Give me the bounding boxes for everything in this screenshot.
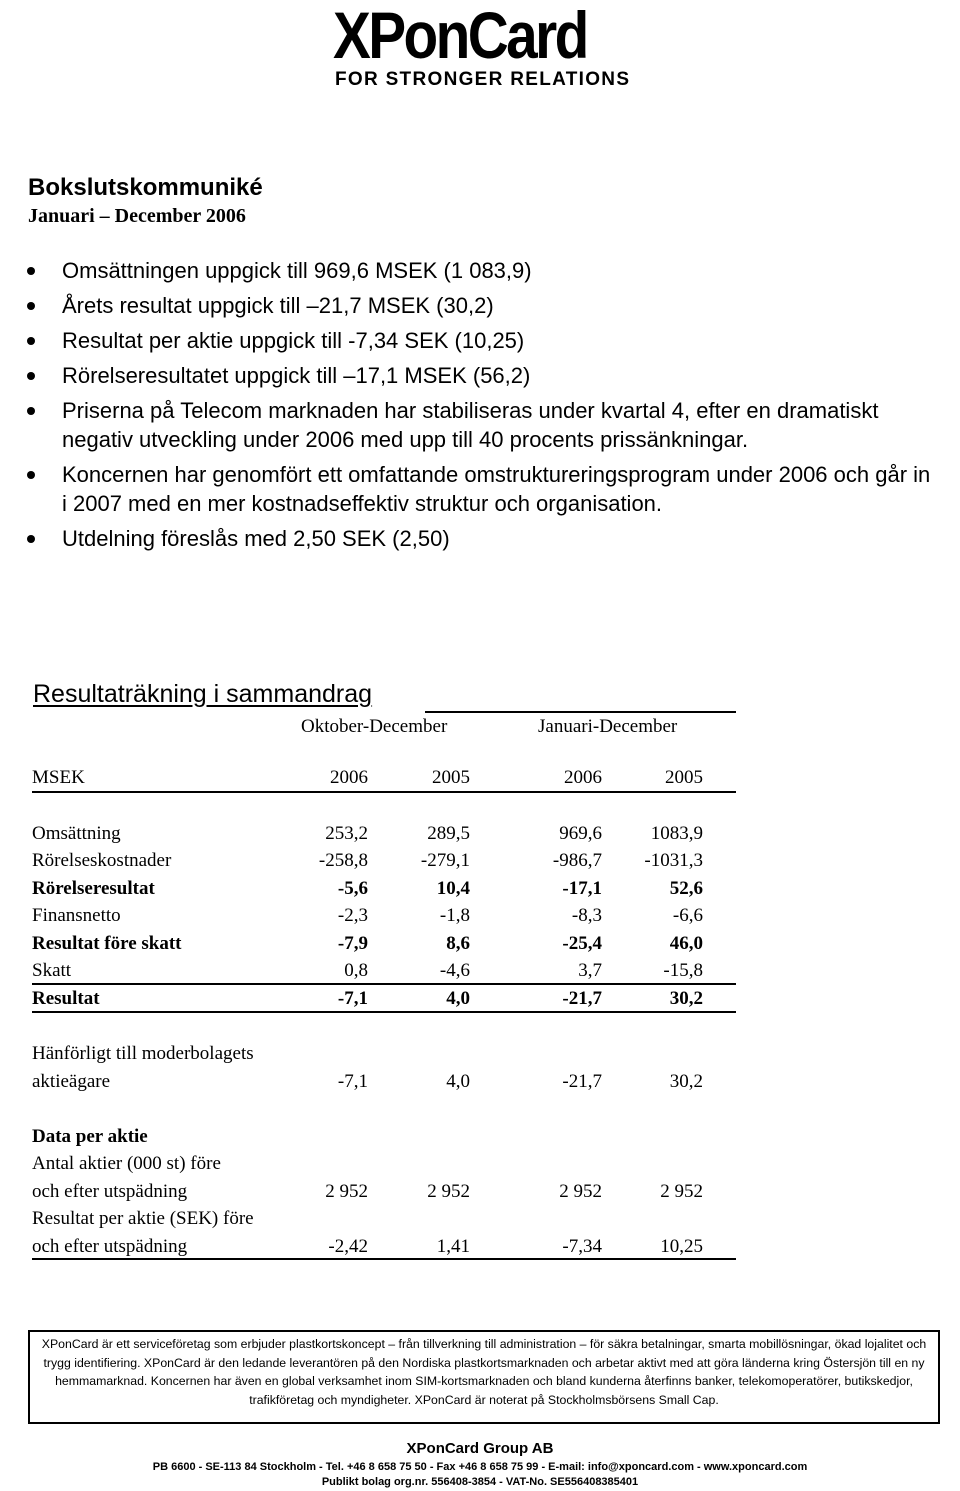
company-name: XPonCard Group AB [406, 1440, 554, 1457]
cell-value: -8,3 [571, 905, 602, 926]
attributable-label-row [32, 1043, 736, 1069]
heading-rule [425, 711, 736, 713]
period-year-label: Januari-December [538, 716, 678, 737]
cell-value: 10,4 [436, 878, 470, 899]
row-label: Resultat [32, 988, 100, 1009]
column-year: 2005 [665, 767, 703, 788]
logo-tagline: FOR STRONGER RELATIONS [335, 69, 631, 90]
highlight-item [0, 326, 960, 355]
cell-value: -1031,3 [644, 850, 703, 871]
cell-value: 969,6 [559, 823, 602, 844]
highlight-text: Omsättningen uppgick till 969,6 MSEK (1 083,9) [62, 258, 532, 283]
cell-value: 0,8 [344, 960, 368, 981]
cell-value: 46,0 [669, 933, 703, 954]
cell-value: -7,34 [562, 1236, 602, 1257]
subtotal-rule [32, 983, 736, 985]
cell-value: -7,1 [337, 988, 368, 1009]
contact-info [0, 1460, 960, 1490]
cell-value: 4,0 [446, 988, 470, 1009]
cell-value: 30,2 [669, 988, 703, 1009]
row-label: Resultat per aktie (SEK) före [32, 1208, 254, 1229]
highlight-item [0, 291, 960, 320]
highlight-item [0, 256, 960, 285]
cell-value: -21,7 [562, 1071, 602, 1092]
row-label: Hänförligt till moderbolagets [32, 1043, 254, 1064]
row-label: Antal aktier (000 st) före [32, 1153, 221, 1174]
column-year: 2006 [330, 767, 368, 788]
highlight-text: Resultat per aktie uppgick till -7,34 SEK (10,25) [62, 328, 525, 353]
table-row [32, 878, 736, 904]
table-row [32, 850, 736, 876]
table-row [32, 823, 736, 849]
column-year: 2006 [564, 767, 602, 788]
logo-wordmark: XPonCard [333, 0, 587, 72]
bullet-icon [27, 471, 35, 479]
cell-value: 2 952 [559, 1181, 602, 1202]
cell-value: -258,8 [318, 850, 368, 871]
table-bottom-rule [32, 1258, 736, 1260]
shares-label-row [32, 1153, 736, 1179]
company-description-box: XPonCard är ett serviceföretag som erbjuder plastkortskoncept – från tillverkning till administration – för säkra betalningar, smarta mobillösningar, ökad lojalitet och trygg identifiering. XPonCard är den ledande leverantören på den Nordiska plastkortsmarknaden och arbetar aktivt med att göra länderna kring Östersjön till en ny hemmamarknad. Koncernen har även en global verksamhet inom SIM-kortsmarknaden och bland kunderna återfinns banker, telekomoperatörer, butikskedjor, trafikföretag och myndigheter. XPonCard är noterat på Stockholmsbörsens Small Cap. [28, 1330, 940, 1424]
highlight-item [0, 460, 960, 518]
row-label: och efter utspädning [32, 1181, 188, 1202]
cell-value: 253,2 [325, 823, 368, 844]
table-row [32, 1181, 736, 1207]
row-label: Finansnetto [32, 905, 121, 926]
cell-value: 10,25 [660, 1236, 703, 1257]
per-share-heading: Data per aktie [32, 1126, 148, 1147]
cell-value: -7,9 [337, 933, 368, 954]
unit-label: MSEK [32, 767, 85, 788]
contact-line: PB 6600 - SE-113 84 Stockholm - Tel. +46 8 658 75 50 - Fax +46 8 658 75 99 - E-mail: info@xponcard.com - www.xponcard.com [152, 1461, 808, 1473]
cell-value: 289,5 [427, 823, 470, 844]
row-label: Rörelseresultat [32, 878, 155, 899]
cell-value: -1,8 [439, 905, 470, 926]
cell-value: 1,41 [436, 1236, 470, 1257]
document-subtitle: Januari – December 2006 [28, 205, 246, 227]
row-label: och efter utspädning [32, 1236, 188, 1257]
cell-value: 2 952 [427, 1181, 470, 1202]
table-header-row [32, 767, 736, 793]
row-label: Resultat före skatt [32, 933, 182, 954]
per-share-heading-row [32, 1126, 736, 1152]
eps-label-row [32, 1208, 736, 1234]
header-rule [32, 791, 736, 793]
cell-value: -986,7 [552, 850, 602, 871]
column-year: 2005 [432, 767, 470, 788]
income-statement-heading: Resultaträkning i sammandrag [33, 680, 373, 708]
cell-value: -21,7 [562, 988, 602, 1009]
total-rule [32, 1011, 736, 1013]
highlight-text: Priserna på Telecom marknaden har stabiliseras under kvartal 4, efter en dramatiskt negativ utveckling under 2006 med upp till 40 procents prissänkningar. [62, 398, 879, 452]
cell-value: -15,8 [663, 960, 703, 981]
cell-value: 30,2 [669, 1071, 703, 1092]
document-title: Bokslutskommuniké [28, 174, 263, 201]
bullet-icon [27, 407, 35, 415]
cell-value: -2,42 [328, 1236, 368, 1257]
highlight-text: Utdelning föreslås med 2,50 SEK (2,50) [62, 526, 450, 551]
bullet-icon [27, 535, 35, 543]
table-row [32, 905, 736, 931]
highlight-text: Rörelseresultatet uppgick till –17,1 MSEK (56,2) [62, 363, 531, 388]
cell-value: 52,6 [669, 878, 703, 899]
cell-value: -7,1 [337, 1071, 368, 1092]
row-label: Omsättning [32, 823, 121, 844]
table-row [32, 1071, 736, 1097]
cell-value: 8,6 [446, 933, 470, 954]
cell-value: -5,6 [337, 878, 368, 899]
cell-value: -2,3 [337, 905, 368, 926]
highlight-text: Årets resultat uppgick till –21,7 MSEK (30,2) [62, 293, 494, 318]
cell-value: 3,7 [578, 960, 602, 981]
cell-value: 4,0 [446, 1071, 470, 1092]
row-label: aktieägare [32, 1071, 111, 1092]
cell-value: -279,1 [420, 850, 470, 871]
cell-value: 2 952 [325, 1181, 368, 1202]
highlight-item [0, 396, 960, 454]
bullet-icon [27, 372, 35, 380]
highlights-list [0, 256, 960, 559]
cell-value: 1083,9 [650, 823, 703, 844]
company-logo [333, 0, 631, 94]
row-label: Skatt [32, 960, 72, 981]
bullet-icon [27, 302, 35, 310]
row-label: Rörelseskostnader [32, 850, 172, 871]
highlight-text: Koncernen har genomfört ett omfattande omstruktureringsprogram under 2006 och går in i 2007 med en mer kostnadseffektiv struktur och organisation. [62, 462, 931, 516]
highlight-item [0, 361, 960, 390]
cell-value: 2 952 [660, 1181, 703, 1202]
table-row [32, 933, 736, 959]
period-quarter-label: Oktober-December [301, 716, 448, 737]
highlight-item [0, 524, 960, 553]
cell-value: -6,6 [672, 905, 703, 926]
cell-value: -17,1 [562, 878, 602, 899]
cell-value: -25,4 [562, 933, 602, 954]
registration-line: Publikt bolag org.nr. 556408-3854 - VAT-No. SE556408385401 [321, 1476, 639, 1488]
cell-value: -4,6 [439, 960, 470, 981]
bullet-icon [27, 267, 35, 275]
bullet-icon [27, 337, 35, 345]
